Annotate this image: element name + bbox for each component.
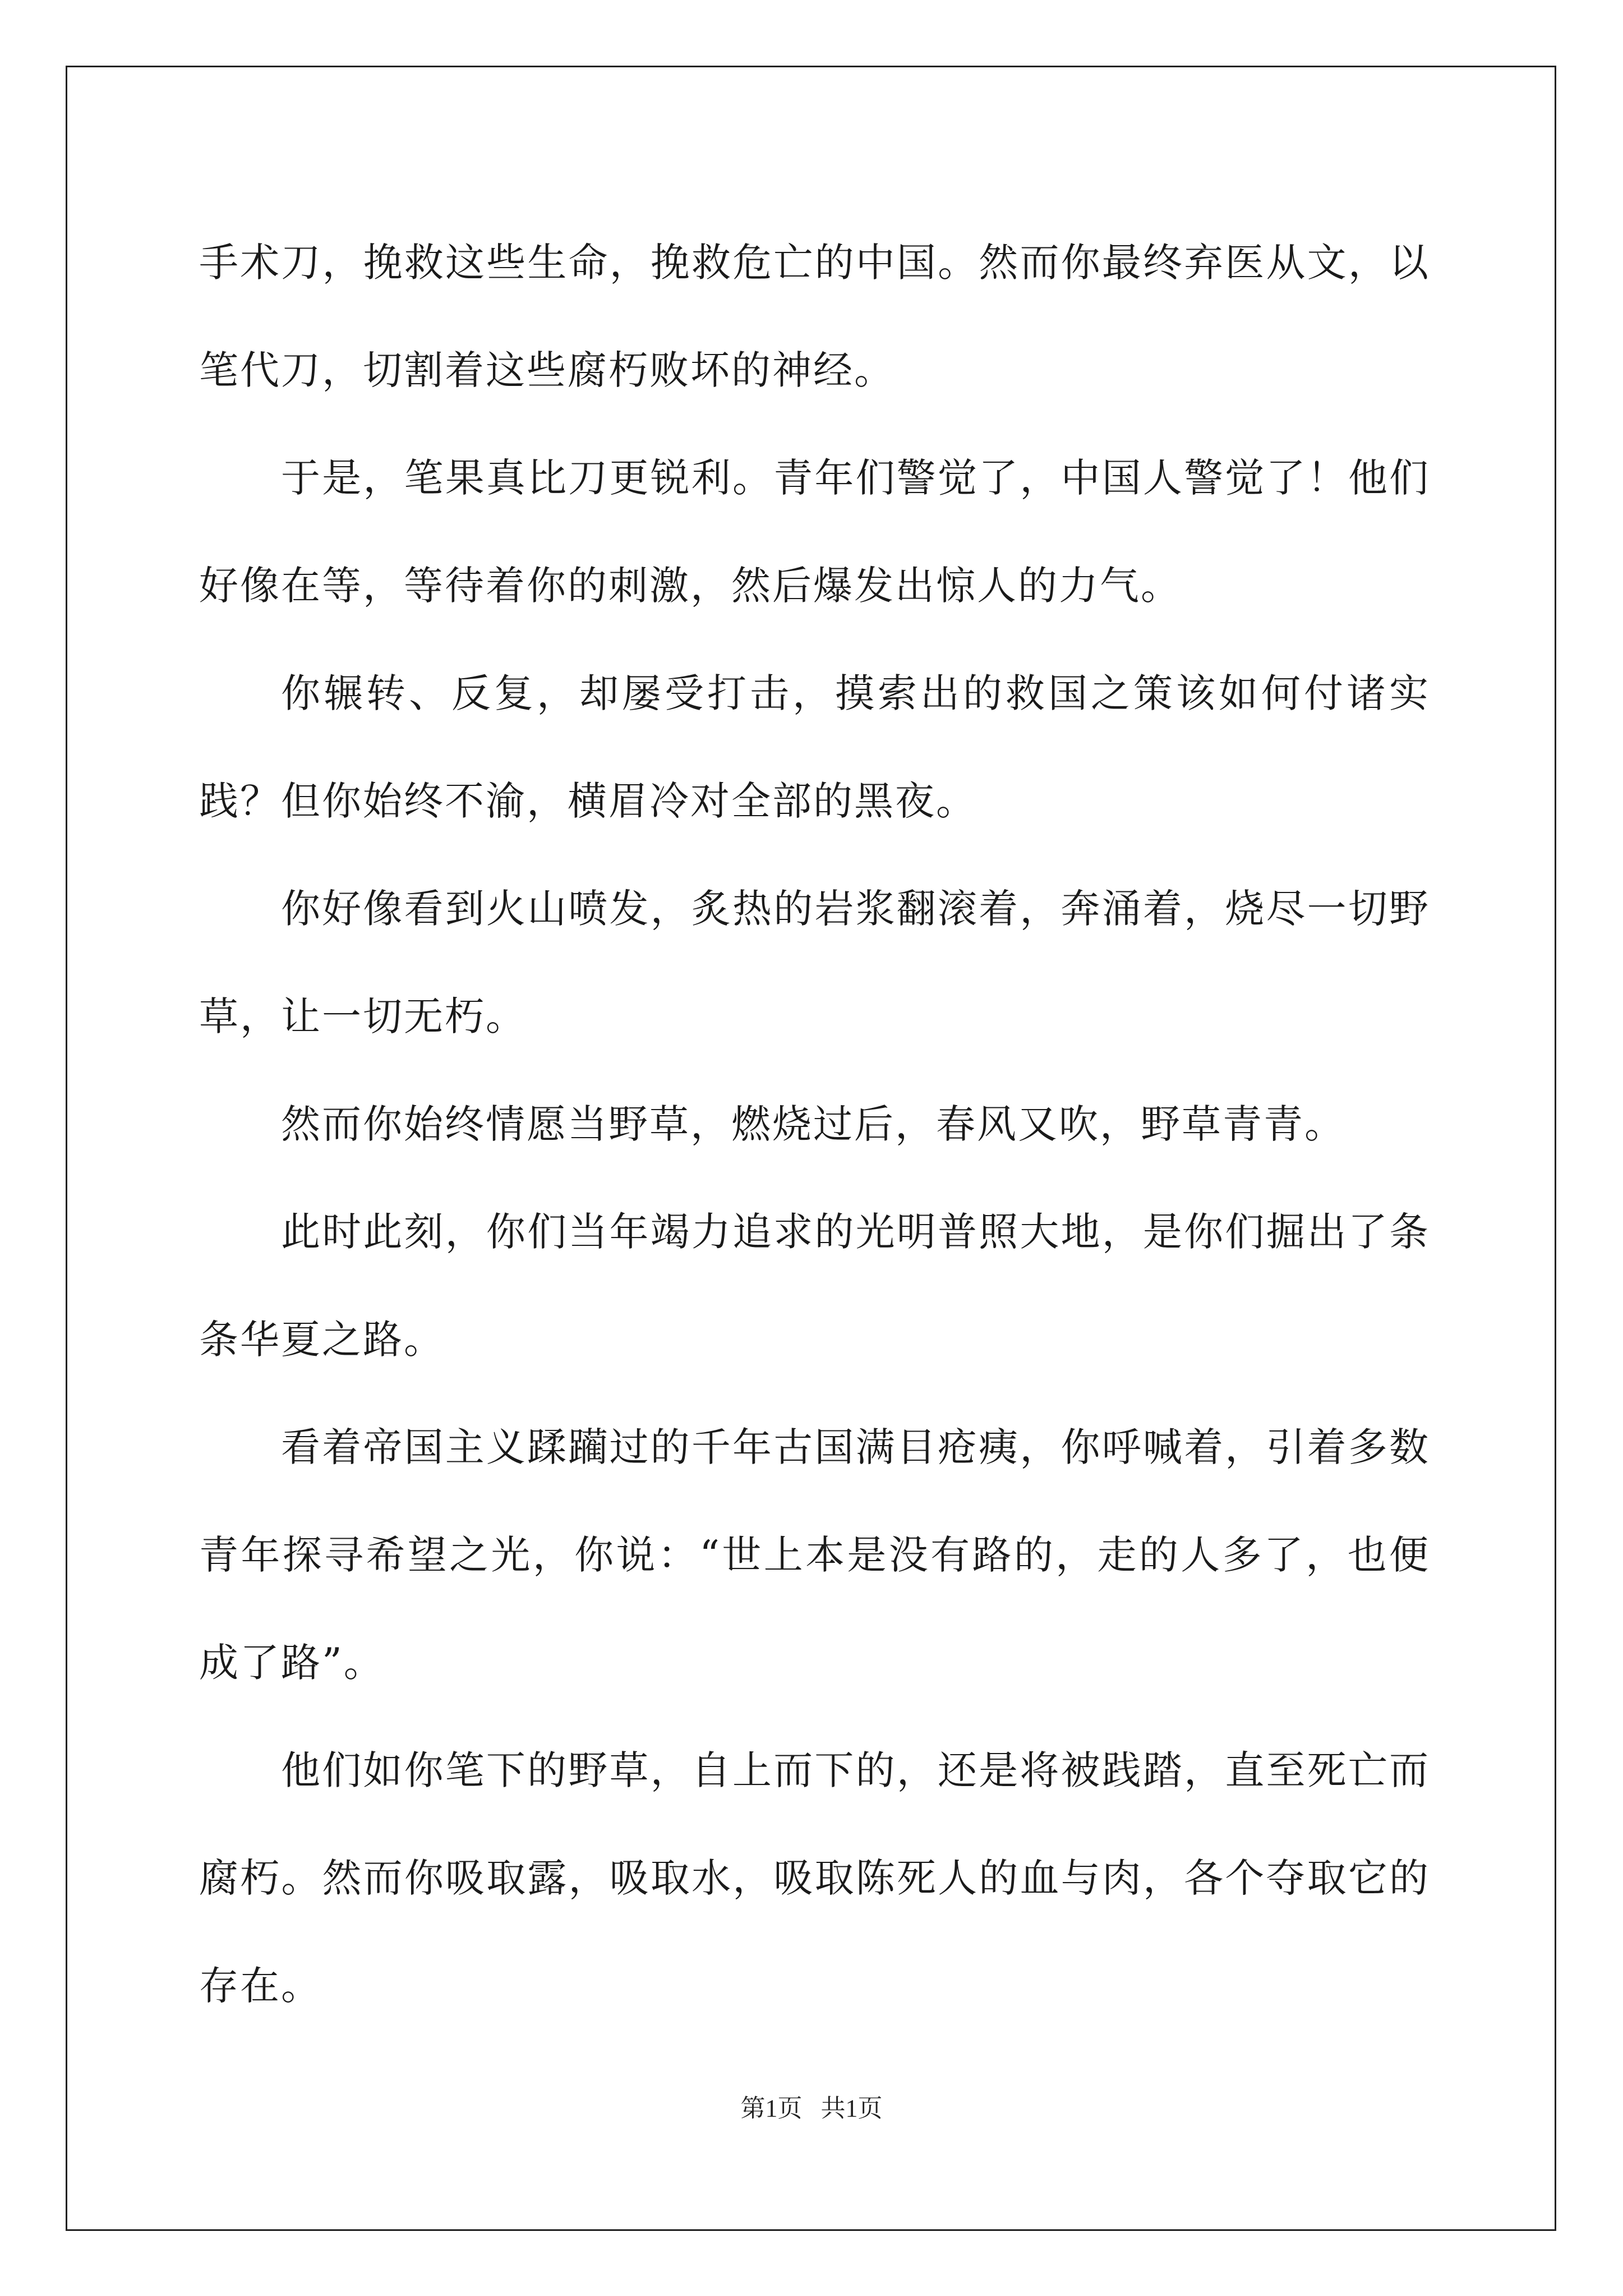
- paragraph: 于是，笔果真比刀更锐利。青年们警觉了，中国人警觉了！他们好像在等，等待着你的刺激，然后爆发出惊人的力气。: [199, 455, 1430, 609]
- paragraph: 你好像看到火山喷发，炙热的岩浆翻滚着，奔涌着，烧尽一切野草，让一切无朽。: [199, 886, 1430, 1039]
- paragraph: 手术刀，挽救这些生命，挽救危亡的中国。然而你最终弃医从文，以笔代刀，切割着这些腐朽败坏的神经。: [199, 240, 1430, 393]
- page-number: 第1页 共1页: [740, 2095, 883, 2122]
- paragraph: 你辗转、反复，却屡受打击，摸索出的救国之策该如何付诸实践？但你始终不渝，横眉冷对全部的黑夜。: [199, 670, 1430, 824]
- paragraph: 此时此刻，你们当年竭力追求的光明普照大地，是你们掘出了条条华夏之路。: [199, 1209, 1430, 1363]
- paragraph: 然而你始终情愿当野草，燃烧过后，春风又吹，野草青青。: [281, 1101, 1345, 1147]
- document-body: [199, 209, 1430, 2040]
- paragraph: 他们如你笔下的野草，自上而下的，还是将被践踏，直至死亡而腐朽。然而你吸取露，吸取水，吸取陈死人的血与肉，各个夺取它的存在。: [199, 1747, 1430, 2009]
- page-footer: [0, 2088, 1623, 2124]
- paragraph: 看着帝国主义蹂躏过的千年古国满目疮痍，你呼喊着，引着多数青年探寻希望之光，你说：“世上本是没有路的，走的人多了，也便成了路”。: [199, 1424, 1430, 1686]
